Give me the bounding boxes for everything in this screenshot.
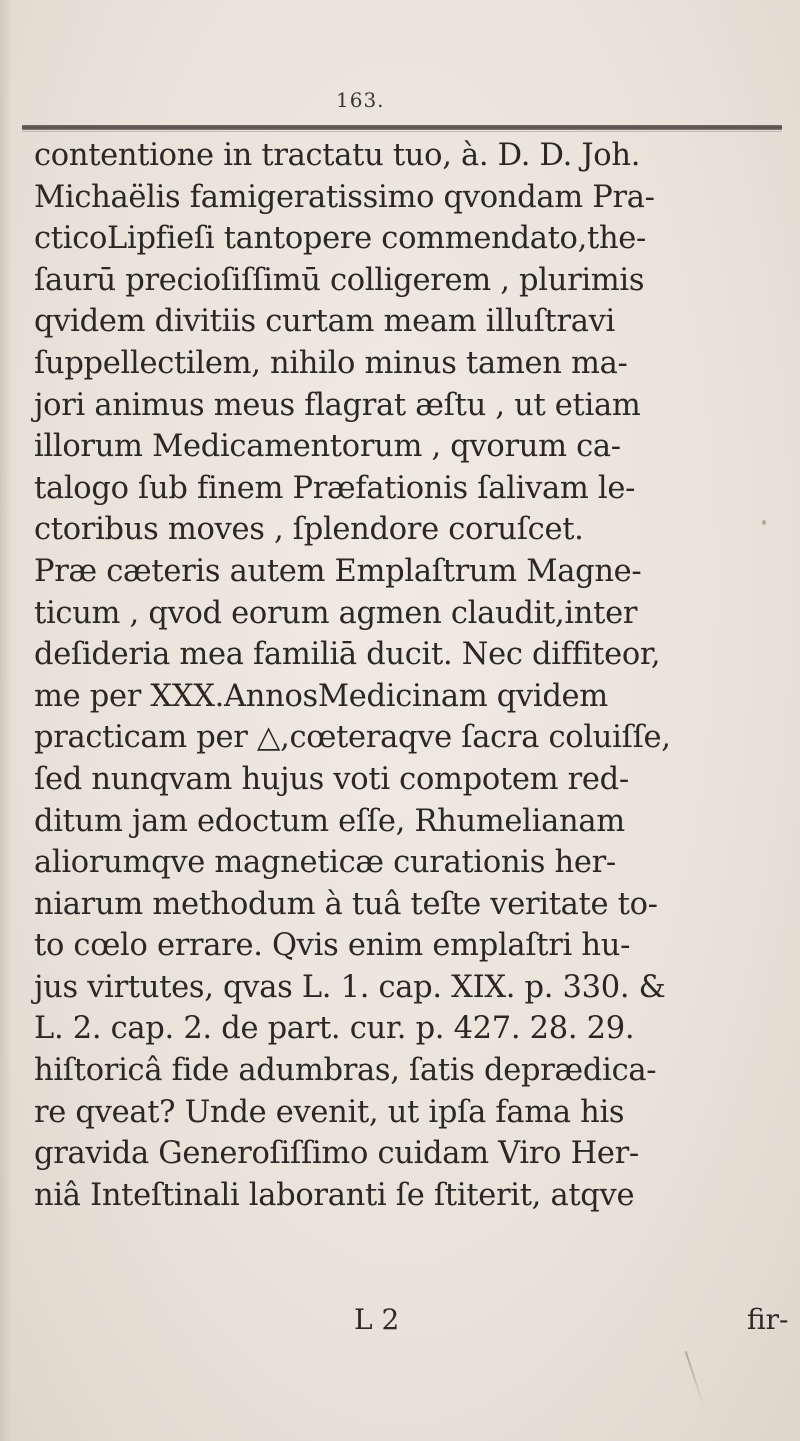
signature-mark: L 2 — [354, 1303, 400, 1336]
text-line: re qveat? Unde evenit, ut ipſa fama his — [34, 1094, 625, 1130]
text-line: to cœlo errare. Qvis enim emplaſtri hu- — [34, 928, 631, 964]
text-line: hiſtoricâ fide adumbras, ſatis deprædica- — [34, 1053, 657, 1089]
text-line: ſaurū precioſiſſimū colligerem , plurimis — [34, 262, 645, 298]
text-line: L. 2. cap. 2. de part. cur. p. 427. 28. 29. — [34, 1011, 635, 1047]
footer-row — [0, 1299, 800, 1341]
text-line: Præ cæteris autem Emplaſtrum Magne- — [34, 553, 642, 589]
text-line: practicam per △,cœteraqve ſacra coluiſſe, — [34, 720, 671, 756]
text-line: ſuppellectilem, nihilo minus tamen ma- — [34, 345, 628, 381]
paper-speck — [762, 520, 766, 525]
text-line: illorum Medicamentorum , qvorum ca- — [34, 429, 621, 465]
text-line: gravida Generoſiſſimo cuidam Viro Her- — [34, 1136, 639, 1172]
text-line: niarum methodum à tuâ teſte veritate to- — [34, 886, 658, 922]
body-text — [34, 135, 786, 1216]
text-line: ctoribus moves , ſplendore coruſcet. — [34, 512, 584, 548]
text-line: contentione in tractatu tuo, à. D. D. Joh. — [34, 138, 641, 173]
text-line: aliorumqve magneticæ curationis her- — [34, 845, 616, 881]
header-rule — [22, 125, 782, 130]
text-line: jus virtutes, qvas L. 1. cap. XIX. p. 330. & — [34, 969, 666, 1005]
page-number: 163. — [336, 88, 385, 112]
text-line: jori animus meus flagrat æſtu , ut etiam — [34, 387, 641, 423]
text-line: cticoLipfieſi tantopere commendato,the- — [34, 221, 647, 257]
paper-crease — [685, 1351, 705, 1409]
text-line: ditum jam edoctum eſſe, Rhumelianam — [34, 803, 625, 839]
text-line: ſed nunqvam hujus voti compotem red- — [34, 761, 629, 797]
text-line: talogo ſub finem Præfationis ſalivam le- — [34, 470, 636, 506]
text-line: ticum , qvod eorum agmen claudit,inter — [34, 595, 638, 631]
text-line: Michaëlis famigeratissimo qvondam Pra- — [34, 179, 655, 215]
page-gutter-shadow — [0, 0, 12, 1441]
text-line: deſideria mea familiā ducit. Nec diffiteor, — [34, 637, 661, 673]
catchword: fir- — [747, 1303, 789, 1336]
text-line: qvidem divitiis curtam meam illuſtravi — [34, 304, 616, 340]
text-line: niâ Inteſtinali laboranti ſe ſtiterit, atqve — [34, 1177, 635, 1213]
text-line: me per XXX.AnnosMedicinam qvidem — [34, 678, 608, 714]
